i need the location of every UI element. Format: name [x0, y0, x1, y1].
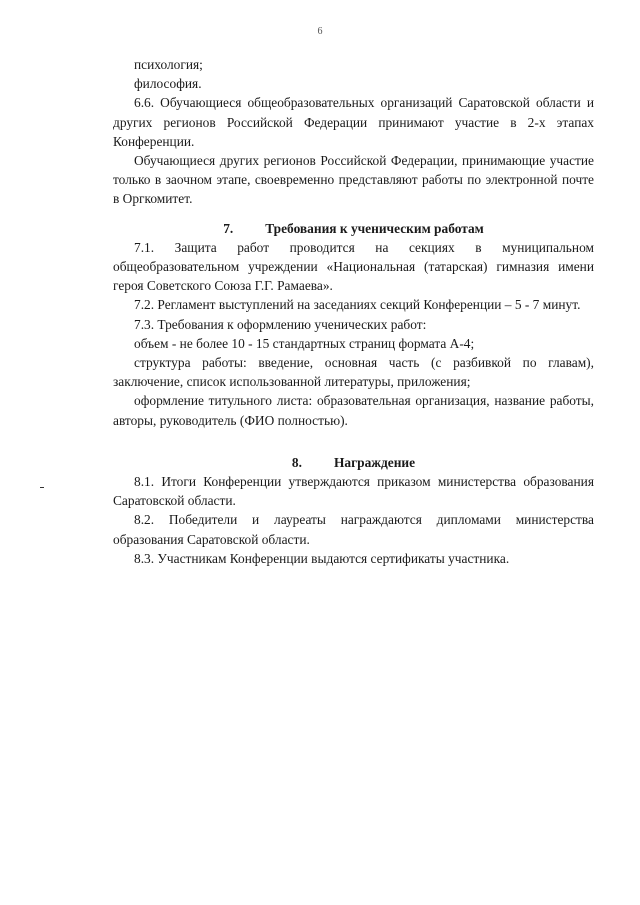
paragraph-6-6: 6.6. Обучающиеся общеобразовательных организаций Саратовской области и других регионов Российской Федерации принимают участие в 2-х этапах Конференции.: [113, 95, 594, 149]
paragraph-8-3: 8.3. Участникам Конференции выдаются сертификаты участника.: [134, 550, 510, 566]
section-8-number: 8.: [291, 454, 302, 470]
section-8-heading: [113, 453, 594, 472]
section-7-number: 7.: [223, 220, 234, 236]
margin-mark: [40, 487, 44, 488]
section-7-heading: [113, 219, 594, 238]
paragraph-6-6-continued: Обучающиеся других регионов Российской Федерации, принимающие участие только в заочном этапе, своевременно представляют работы по электронной почте в Оргкомитет.: [113, 153, 594, 207]
requirement-volume: объем - не более 10 - 15 стандартных страниц формата А-4;: [134, 335, 475, 351]
requirement-title-page: оформление титульного листа: образовательная организация, название работы, авторы, руководитель (ФИО полностью).: [113, 393, 594, 428]
section-7-title: Требования к ученическим работам: [265, 220, 484, 236]
paragraph-7-2: 7.2. Регламент выступлений на заседаниях секций Конференции – 5 - 7 минут.: [134, 297, 581, 313]
paragraph-8-1: 8.1. Итоги Конференции утверждаются приказом министерства образования Саратовской области.: [113, 474, 594, 509]
paragraph-8-2: 8.2. Победители и лауреаты награждаются дипломами министерства образования Саратовской области.: [113, 512, 594, 547]
page-number: 6: [317, 26, 323, 37]
list-line-psychology: психология;: [134, 57, 203, 72]
section-8-title: Награждение: [333, 454, 416, 470]
document-body: [113, 55, 594, 568]
paragraph-7-1: 7.1. Защита работ проводится на секциях в муниципальном общеобразовательном учреждении «Национальная (татарская) гимназия имени героя Советского Союза Г.Г. Рамаева».: [113, 239, 594, 294]
paragraph-7-3: 7.3. Требования к оформлению ученических работ:: [134, 316, 427, 332]
requirement-structure: структура работы: введение, основная часть (с разбивкой по главам), заключение, список использованной литературы, приложения;: [113, 355, 594, 390]
list-line-philosophy: философия.: [134, 76, 202, 92]
